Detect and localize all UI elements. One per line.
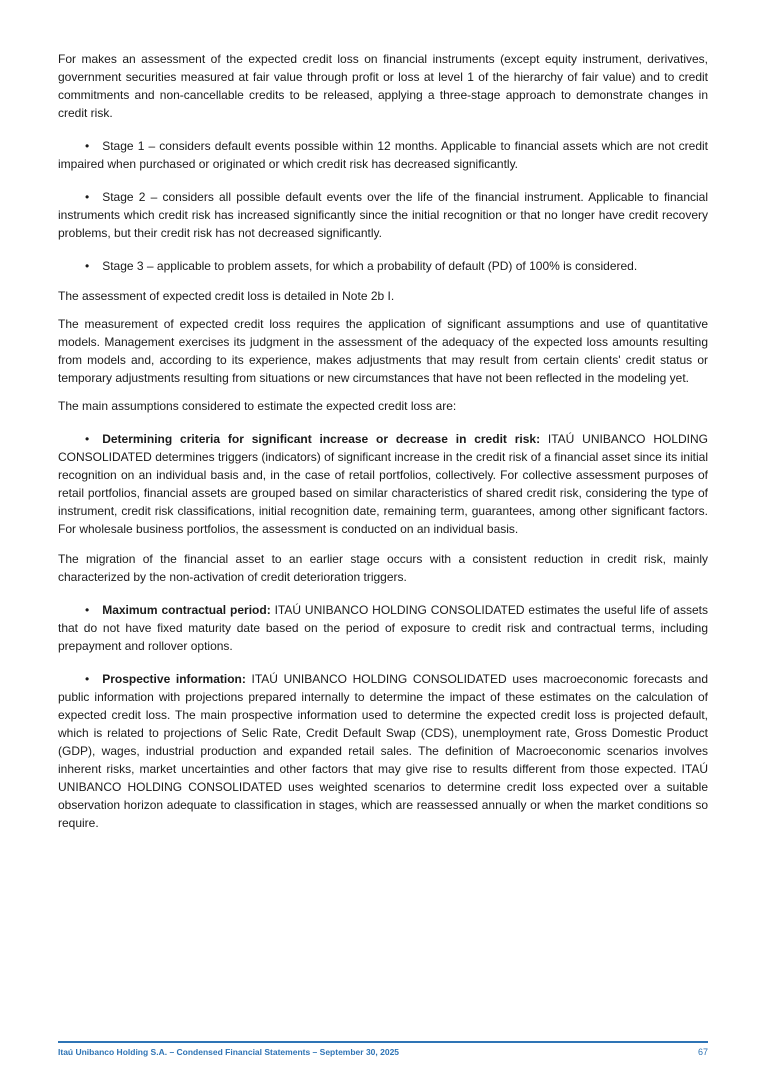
text-run: Stage 1 – considers default events possible within 12 months. Applicable to financial assets which are not credit impaired when purchased or originated or which credit risk has decreased significantly. <box>58 139 708 171</box>
paragraph <box>58 550 708 586</box>
footer-divider <box>58 1041 708 1043</box>
document-body <box>58 50 708 844</box>
bullet-item <box>58 188 708 242</box>
paragraph <box>58 315 708 387</box>
text-run: Stage 3 – applicable to problem assets, for which a probability of default (PD) of 100% is considered. <box>102 259 638 273</box>
footer-row <box>58 1046 708 1058</box>
text-run: For makes an assessment of the expected credit loss on financial instruments (except equity instrument, derivatives, government securities measured at fair value through profit or loss at level 1 of the hierarchy of fair value) and to credit commitments and non-cancellable credits to be released, applying a three-stage approach to demonstrate changes in credit risk. <box>58 52 708 120</box>
paragraph <box>58 287 708 305</box>
text-run: ITAÚ UNIBANCO HOLDING CONSOLIDATED estimates the useful life of assets that do not have fixed maturity date based on the period of exposure to credit risk and contractual terms, including prepayment and rollover options. <box>58 603 708 653</box>
page-footer <box>58 1041 708 1058</box>
text-run: The main assumptions considered to estimate the expected credit loss are: <box>58 399 457 413</box>
bullet-item <box>58 137 708 173</box>
bullet-lead-text: Prospective information: <box>102 672 246 686</box>
paragraph <box>58 397 708 415</box>
bullet-icon: • <box>85 603 90 617</box>
paragraph <box>58 50 708 122</box>
bullet-item <box>58 670 708 832</box>
text-run: ITAÚ UNIBANCO HOLDING CONSOLIDATED determines triggers (indicators) of significant increase in the credit risk of a financial asset since its initial recognition on an individual basis and, in the case of retail portfolios, collectively. For collective assessment purposes of retail portfolios, financial assets are grouped based on similar characteristics of shared credit risk, considering the type of instrument, credit risk classifications, initial recognition date, remaining term, guarantees, among other significant factors. For wholesale business portfolios, the assessment is conducted on an individual basis. <box>58 432 708 536</box>
text-run: The assessment of expected credit loss is detailed in Note 2b I. <box>58 289 395 303</box>
text-run: The migration of the financial asset to an earlier stage occurs with a consistent reduction in credit risk, mainly characterized by the non-activation of credit deterioration triggers. <box>58 552 708 584</box>
bullet-icon: • <box>85 259 90 273</box>
bullet-icon: • <box>85 672 90 686</box>
text-run: Stage 2 – considers all possible default events over the life of the financial instrument. Applicable to financial instruments which credit risk has increased significantly since the initial recognition or that no longer have credit recovery problems, but their credit risk has not decreased significantly. <box>58 190 708 240</box>
bullet-lead-text: Maximum contractual period: <box>102 603 271 617</box>
bullet-icon: • <box>85 139 90 153</box>
text-run: The measurement of expected credit loss requires the application of significant assumptions and use of quantitative models. Management exercises its judgment in the assessment of the adequacy of the expected loss amounts resulting from models and, according to its experience, makes adjustments that may result from certain clients' credit status or temporary adjustments resulting from situations or new circumstances that have not been reflected in the modeling yet. <box>58 317 708 385</box>
footer-page-number: 67 <box>697 1047 708 1057</box>
bullet-item <box>58 257 708 275</box>
footer-document-title: Itaú Unibanco Holding S.A. – Condensed Financial Statements – September 30, 2025 <box>58 1047 400 1057</box>
bullet-item <box>58 601 708 655</box>
bullet-icon: • <box>85 190 90 204</box>
text-run: ITAÚ UNIBANCO HOLDING CONSOLIDATED uses macroeconomic forecasts and public information with projections prepared internally to determine the impact of these estimates on the calculation of expected credit loss. The main prospective information used to determine the expected credit loss is projected default, which is related to projections of Selic Rate, Credit Default Swap (CDS), unemployment rate, Gross Domestic Product (GDP), wages, industrial production and expanded retail sales. The definition of Macroeconomic scenarios involves inherent risks, market uncertainties and other factors that may give rise to results different from those expected. ITAÚ UNIBANCO HOLDING CONSOLIDATED uses weighted scenarios to determine credit loss expected over a suitable observation horizon adequate to classification in stages, which are reassessed annually or when the market conditions so require. <box>58 672 708 830</box>
bullet-icon: • <box>85 432 90 446</box>
bullet-lead-text: Determining criteria for significant increase or decrease in credit risk: <box>102 432 541 446</box>
bullet-item <box>58 430 708 538</box>
